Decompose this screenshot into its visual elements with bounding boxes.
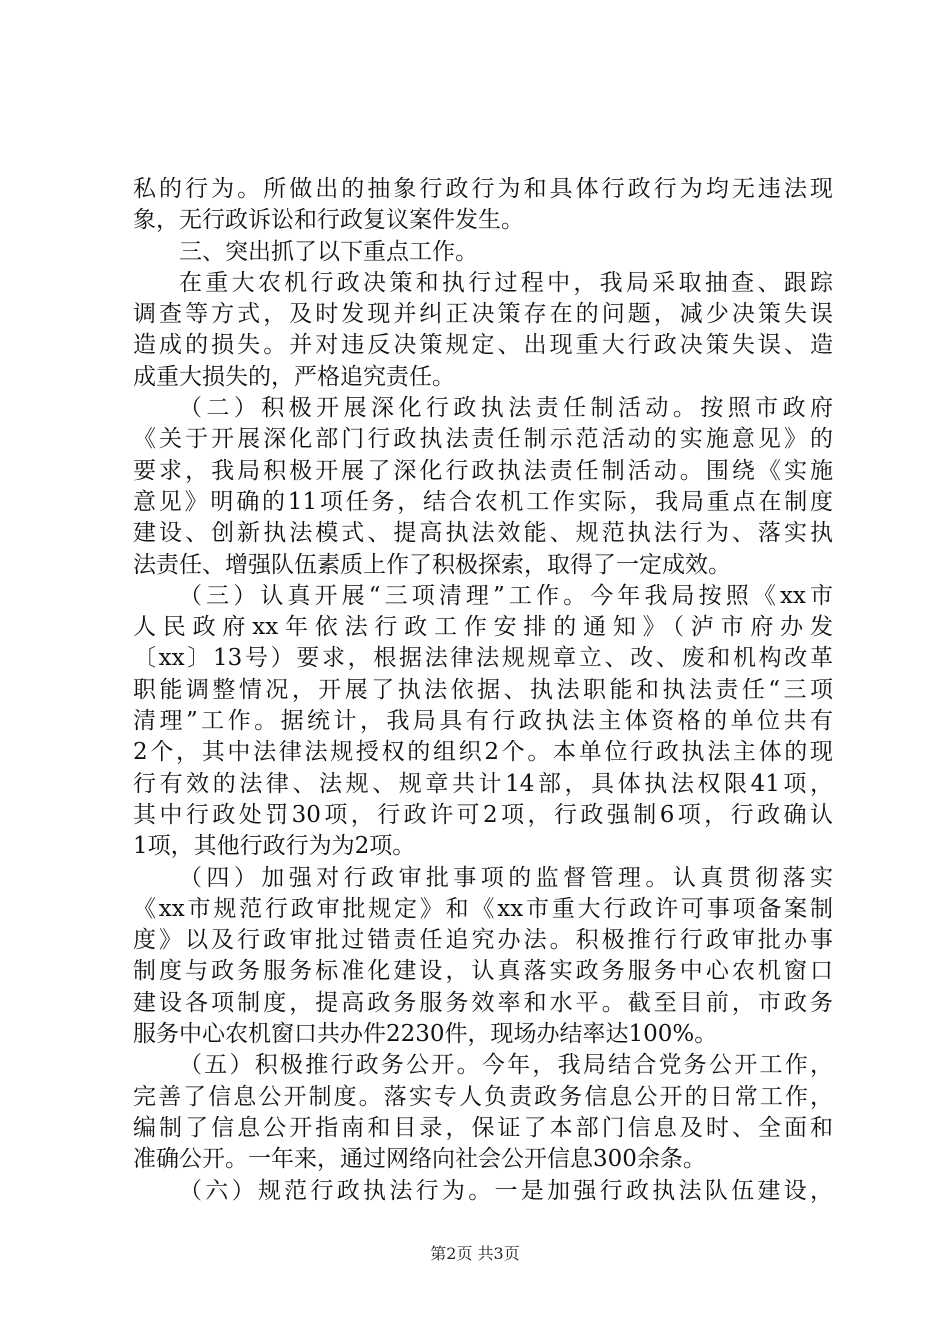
- text-line: 度》以及行政审批过错责任追究办法。积极推行行政审批办事: [133, 927, 833, 954]
- text-line: 服务中心农机窗口共办件2230件，现场办结率达100%。: [133, 1021, 718, 1048]
- text-line: 制度与政务服务标准化建设，认真落实政务服务中心农机窗口: [133, 958, 833, 985]
- text-line: 人民政府xx年依法行政工作安排的通知》（泸市府办发: [133, 614, 833, 641]
- text-line: （三）认真开展“三项清理”工作。今年我局按照《xx市: [179, 582, 833, 609]
- page-footer: 第2页 共3页: [430, 1244, 520, 1263]
- text-line: （五）积极推行政务公开。今年，我局结合党务公开工作，: [179, 1052, 833, 1079]
- text-line: （二）积极开展深化行政执法责任制活动。按照市政府: [179, 395, 833, 422]
- text-line: 《关于开展深化部门行政执法责任制示范活动的实施意见》的: [133, 426, 833, 453]
- text-line: 〔xx〕13号）要求，根据法律法规规章立、改、废和机构改革: [133, 645, 833, 672]
- text-line: 建设、创新执法模式、提高执法效能、规范执法行为、落实执: [133, 520, 833, 547]
- text-line: 行有效的法律、法规、规章共计14部，具体执法权限41项，: [133, 770, 833, 797]
- text-line: 2个，其中法律法规授权的组织2个。本单位行政执法主体的现: [133, 739, 833, 766]
- text-line: 造成的损失。并对违反决策规定、出现重大行政决策失误、造: [133, 332, 833, 359]
- text-line: 法责任、增强队伍素质上作了积极探索，取得了一定成效。: [133, 551, 731, 578]
- text-line: 职能调整情况，开展了执法依据、执法职能和执法责任“三项: [133, 676, 833, 703]
- text-line: 要求，我局积极开展了深化行政执法责任制活动。围绕《实施: [133, 457, 833, 484]
- text-line: 成重大损失的，严格追究责任。: [133, 363, 455, 390]
- text-line: 完善了信息公开制度。落实专人负责政务信息公开的日常工作，: [133, 1083, 833, 1110]
- document-body: [133, 174, 833, 1207]
- text-line: 编制了信息公开指南和目录，保证了本部门信息及时、全面和: [133, 1114, 833, 1141]
- text-line: 建设各项制度，提高政务服务效率和水平。截至目前，市政务: [133, 989, 833, 1016]
- text-line: 准确公开。一年来，通过网络向社会公开信息300余条。: [133, 1146, 706, 1173]
- text-line: （四）加强对行政审批事项的监督管理。认真贯彻落实: [179, 864, 833, 891]
- text-line: 1项，其他行政行为为2项。: [133, 833, 416, 860]
- text-line: 私的行为。所做出的抽象行政行为和具体行政行为均无违法现: [133, 176, 833, 202]
- text-line: 在重大农机行政决策和执行过程中，我局采取抽查、跟踪: [179, 269, 833, 296]
- text-line: （六）规范行政执法行为。一是加强行政执法队伍建设，: [179, 1177, 833, 1204]
- text-line: 意见》明确的11项任务，结合农机工作实际，我局重点在制度: [133, 488, 833, 515]
- text-line: 三、突出抓了以下重点工作。: [179, 238, 478, 265]
- text-line: 清理”工作。据统计，我局具有行政执法主体资格的单位共有: [133, 708, 833, 735]
- text-line: 调查等方式，及时发现并纠正决策存在的问题，减少决策失误: [133, 301, 833, 328]
- text-line: 《xx市规范行政审批规定》和《xx市重大行政许可事项备案制: [133, 895, 833, 922]
- text-line: 其中行政处罚30项，行政许可2项，行政强制6项，行政确认: [133, 801, 833, 828]
- text-line: 象，无行政诉讼和行政复议案件发生。: [133, 207, 524, 234]
